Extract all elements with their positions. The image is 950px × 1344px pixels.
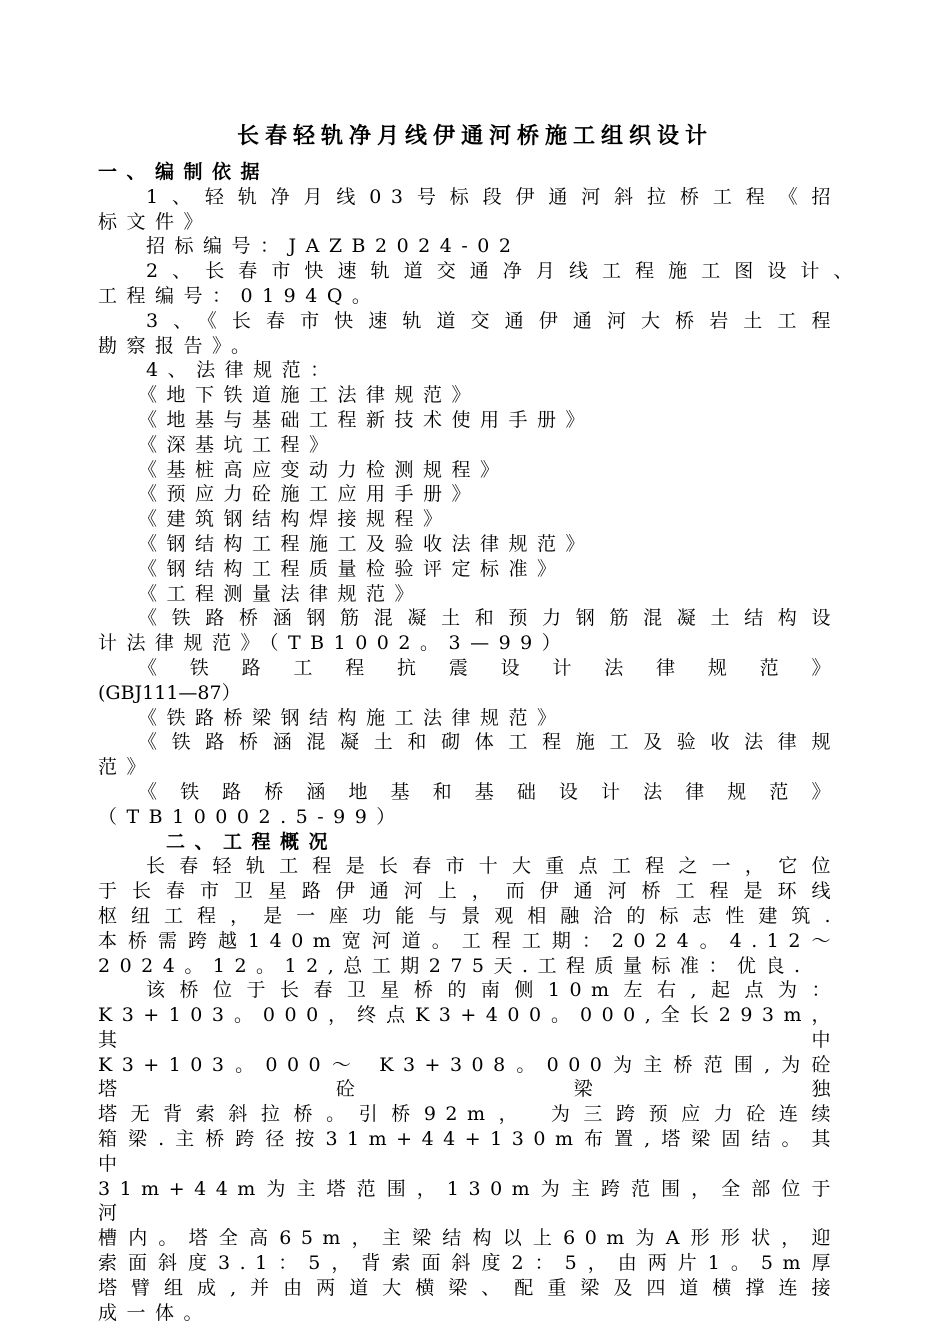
document-body bbox=[98, 160, 862, 1325]
standard-item-line-2: 范》 bbox=[98, 756, 156, 779]
overview-p2-line: 该桥位于长春卫星桥的南侧10m左右,起点为： bbox=[146, 979, 840, 1002]
section-1-heading: 一、编制依据 bbox=[98, 161, 270, 183]
standard-item-line-1: 《铁路工程抗震设计法律规范》 bbox=[138, 656, 840, 679]
section-2-heading: 二、工程概况 bbox=[166, 830, 338, 853]
basis-item-3-line-1: 3、《长春市快速轨道交通伊通河大桥岩土工程 bbox=[146, 309, 840, 332]
standard-item-line-2: (GBJ111—87） bbox=[98, 681, 241, 704]
overview-p2-line: K3+103。000，终点K3+400。000,全长293m，其中 bbox=[98, 1004, 840, 1051]
standard-item-line-1: 《铁路桥涵钢筋混凝土和预力钢筋混凝土结构设 bbox=[138, 607, 840, 630]
overview-p1-line: 于长春市卫星路伊通河上，而伊通河桥工程是环线 bbox=[98, 880, 840, 903]
standard-item-line-1: 《铁路桥涵地基和基础设计法律规范》 bbox=[138, 780, 840, 803]
standard-item: 《地下铁道施工法律规范》 bbox=[138, 384, 481, 407]
standard-item: 《铁路桥梁钢结构施工法律规范》 bbox=[138, 706, 566, 729]
tender-number: 招标编号：JAZB2024-02 bbox=[146, 235, 521, 258]
basis-item-1-line-2: 标文件》 bbox=[98, 210, 213, 233]
basis-item-1-line-1: 1、轻轨净月线03号标段伊通河斜拉桥工程《招 bbox=[146, 185, 840, 208]
basis-item-4: 4、法律规范： bbox=[146, 359, 339, 382]
standard-item: 《预应力砼施工应用手册》 bbox=[138, 483, 481, 506]
standard-item: 《地基与基础工程新技术使用手册》 bbox=[138, 408, 595, 431]
basis-item-2-line-2: 工程编号：0194Q。 bbox=[98, 284, 381, 307]
overview-p1-line: 2024。12。12,总工期275天.工程质量标准：优良. bbox=[98, 954, 810, 977]
document-title: 长春轻轨净月线伊通河桥施工组织设计 bbox=[236, 123, 713, 149]
overview-p2-line: 箱梁.主桥跨径按31m+44+130m布置,塔梁固结。其中 bbox=[98, 1128, 840, 1175]
standard-item: 《钢结构工程施工及验收法律规范》 bbox=[138, 532, 595, 555]
standard-item: 《基桩高应变动力检测规程》 bbox=[138, 458, 509, 481]
standard-item-line-1: 《铁路桥涵混凝土和砌体工程施工及验收法律规 bbox=[138, 731, 840, 754]
standard-item-line-2: 计法律规范》（TB1002。3—99） bbox=[98, 632, 571, 655]
standard-item-line-2: （TB10002.5-99） bbox=[98, 805, 405, 828]
overview-p1-line: 长春轻轨工程是长春市十大重点工程之一，它位 bbox=[146, 855, 840, 878]
overview-p1-line: 本桥需跨越140m宽河道。工程工期：2024。4.12～ bbox=[98, 929, 840, 952]
overview-p1-line: 枢纽工程，是一座功能与景观相融洽的标志性建筑. bbox=[98, 904, 840, 927]
standard-item: 《深基坑工程》 bbox=[138, 433, 338, 456]
basis-item-2-line-1: 2、长春市快速轨道交通净月线工程施工图设计、 bbox=[146, 260, 862, 283]
overview-p2-line: 塔无背索斜拉桥。引桥92m， 为三跨预应力砼连续 bbox=[98, 1103, 840, 1126]
standard-item: 《工程测量法律规范》 bbox=[138, 582, 424, 605]
overview-p2-line: 31m+44m为主塔范围，130m为主跨范围，全部位于河 bbox=[98, 1177, 840, 1225]
overview-p2-line: 索面斜度3.1：5，背索面斜度2：5，由两片1。5m厚 bbox=[98, 1252, 840, 1275]
overview-p2-line: 成一体。 bbox=[98, 1301, 213, 1324]
standard-item: 《钢结构工程质量检验评定标准》 bbox=[138, 557, 566, 580]
overview-p2-line: 塔臂组成,并由两道大横梁、配重梁及四道横撑连接 bbox=[98, 1276, 840, 1299]
standard-item: 《建筑钢结构焊接规程》 bbox=[138, 508, 452, 531]
overview-p2-line: 槽内。塔全高65m，主梁结构以上60m为A形形状，迎 bbox=[98, 1227, 840, 1250]
overview-p2-line: K3+103。000～ K3+308。000为主桥范围,为砼塔砼梁独 bbox=[98, 1053, 840, 1101]
basis-item-3-line-2: 勘察报告》。 bbox=[98, 334, 260, 357]
